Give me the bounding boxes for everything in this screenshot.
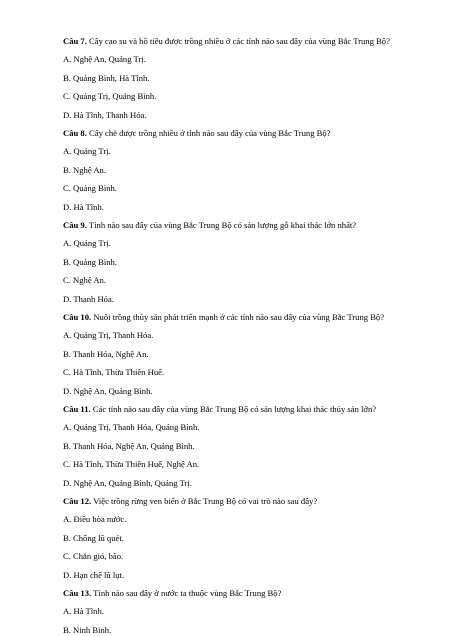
question-label: Câu 8. bbox=[63, 128, 87, 138]
option: A. Hà Tĩnh. bbox=[63, 606, 104, 617]
question-text: Cây chè được trồng nhiều ở tỉnh nào sau đây của vùng Bắc Trung Bộ? bbox=[86, 128, 331, 138]
question-12 bbox=[63, 496, 317, 507]
question-11 bbox=[63, 404, 376, 415]
option: C. Quảng Trị, Quảng Bình. bbox=[63, 91, 157, 102]
option: A. Quảng Trị. bbox=[63, 238, 111, 249]
question-text: Nuôi trồng thủy sản phát triển mạnh ở các tỉnh nào sau đây của vùng Bắc Trung Bộ? bbox=[91, 312, 385, 322]
option: A. Điều hòa nước. bbox=[63, 514, 127, 525]
option: C. Nghệ An. bbox=[63, 275, 106, 286]
question-text: Việc trồng rừng ven biển ở Bắc Trung Bộ có vai trò nào sau đây? bbox=[91, 496, 318, 506]
option: C. Quảng Bình. bbox=[63, 183, 117, 194]
option: A. Quảng Trị. bbox=[63, 146, 111, 157]
option: A. Quảng Trị, Thanh Hóa. bbox=[63, 330, 154, 341]
option: B. Nghệ An. bbox=[63, 164, 106, 175]
question-label: Câu 9. bbox=[63, 220, 87, 230]
option: B. Quảng Bình. bbox=[63, 256, 117, 267]
question-text: Tỉnh nào sau đây ở nước ta thuộc vùng Bắc Trung Bộ? bbox=[91, 588, 282, 598]
option: A. Quảng Trị, Thanh Hóa, Quảng Bình. bbox=[63, 422, 200, 433]
option: D. Nghệ An, Quảng Bình. bbox=[63, 385, 153, 396]
option: C. Chắn gió, bão. bbox=[63, 551, 124, 562]
option: A. Nghệ An, Quảng Trị. bbox=[63, 54, 146, 65]
question-label: Câu 7. bbox=[63, 36, 87, 46]
option: B. Thanh Hóa, Nghệ An, Quảng Bình. bbox=[63, 440, 195, 451]
option: C. Hà Tĩnh, Thừa Thiên Huế, Nghệ An. bbox=[63, 459, 200, 470]
question-label: Câu 11. bbox=[63, 404, 91, 414]
question-8 bbox=[63, 128, 330, 139]
question-text: Các tỉnh nào sau đây của vùng Bắc Trung Bộ có sản lượng khai thác thủy sản lớn? bbox=[90, 404, 377, 414]
question-7 bbox=[63, 36, 390, 47]
question-label: Câu 13. bbox=[63, 588, 92, 598]
question-9 bbox=[63, 220, 356, 231]
option: D. Hà Tĩnh. bbox=[63, 201, 104, 212]
option: B. Quảng Bình, Hà Tĩnh. bbox=[63, 72, 150, 83]
question-label: Câu 12. bbox=[63, 496, 92, 506]
option: D. Nghệ An, Quảng Bình, Quảng Trị. bbox=[63, 477, 192, 488]
question-label: Câu 10. bbox=[63, 312, 92, 322]
question-text: Tỉnh nào sau đây của vùng Bắc Trung Bộ có sản lượng gỗ khai thác lớn nhất? bbox=[86, 220, 357, 230]
option: B. Ninh Bình. bbox=[63, 624, 112, 635]
option: D. Thanh Hóa. bbox=[63, 293, 114, 304]
question-10 bbox=[63, 312, 384, 323]
question-text: Cây cao su và hồ tiêu được trồng nhiều ở các tỉnh nào sau đây của vùng Bắc Trung Bộ? bbox=[86, 36, 390, 46]
option: B. Thanh Hóa, Nghệ An. bbox=[63, 348, 149, 359]
option: C. Hà Tĩnh, Thừa Thiên Huế. bbox=[63, 367, 165, 378]
option: B. Chống lũ quét. bbox=[63, 532, 124, 543]
question-13 bbox=[63, 588, 281, 599]
option: D. Hà Tĩnh, Thanh Hóa. bbox=[63, 109, 147, 120]
option: D. Hạn chế lũ lụt. bbox=[63, 569, 125, 580]
